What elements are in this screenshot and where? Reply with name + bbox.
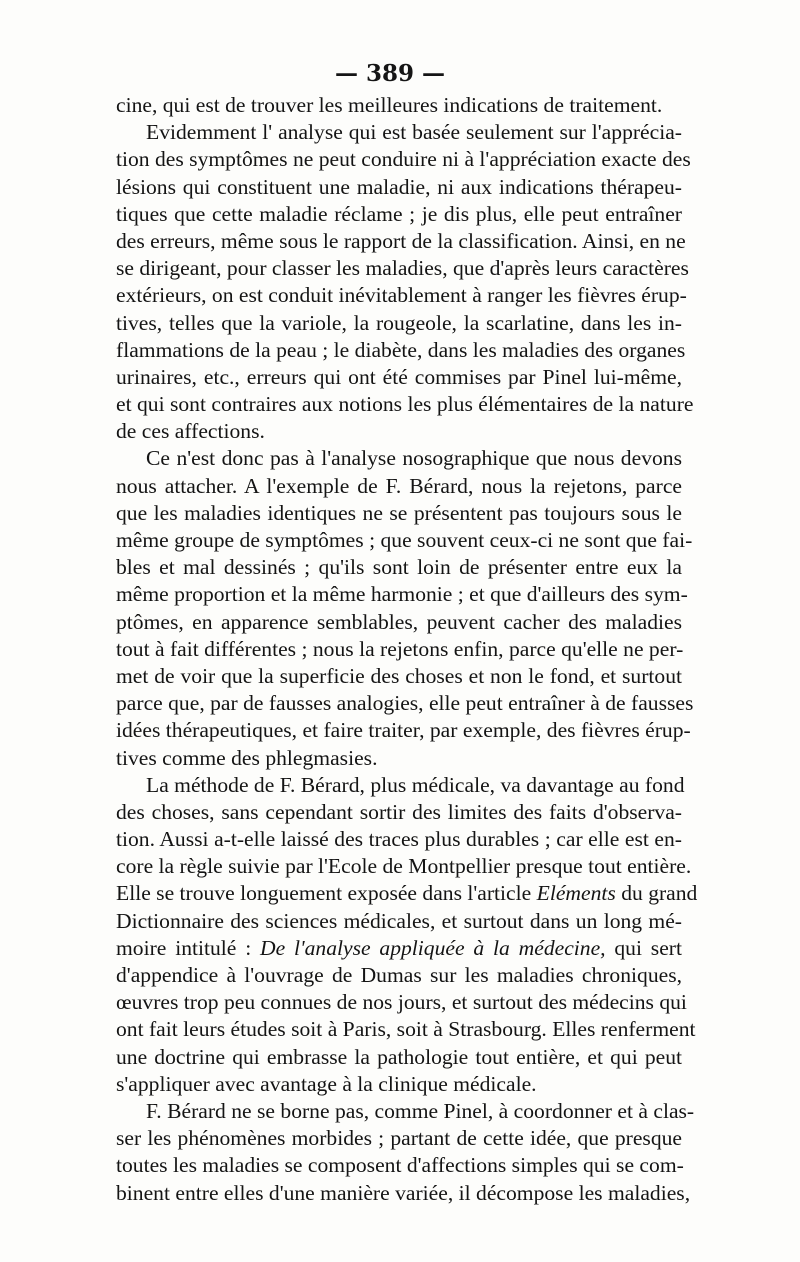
italic-title: De l'analyse appliquée à la médecine, [260,935,606,960]
text-line [116,989,687,1016]
text-line [116,473,682,500]
text-line [116,310,682,337]
text-line-content: urinaires, etc., erreurs qui ont été commises par Pinel lui-même, [116,364,682,389]
text-line [116,799,682,826]
text-line-content: F. Bérard ne se borne pas, comme Pinel, à coordonner et à clas- [146,1098,695,1123]
text-line-content: binent entre elles d'une manière variée, il décompose les maladies, [116,1180,691,1205]
text-line [116,880,698,907]
text-line-content: une doctrine qui embrasse la pathologie tout entière, et qui peut [116,1044,682,1069]
text-line-content: Evidemment l' analyse qui est basée seulement sur l'apprécia- [146,120,682,145]
text-line-content: Ce n'est donc pas à l'analyse nosographique que nous devons [146,446,682,471]
text-line [116,282,687,309]
text-line-content: des erreurs, même sous le rapport de la classification. Ainsi, en ne [116,228,686,253]
text-line [116,690,694,717]
body-text [116,92,698,1207]
text-line-tail: du grand [615,881,698,906]
text-line [116,717,691,744]
text-line-content: nous attacher. A l'exemple de F. Bérard, nous la rejetons, parce [116,473,682,498]
text-line [116,364,682,391]
text-line [116,663,682,690]
text-line [116,174,682,201]
text-line-content: se dirigeant, pour classer les maladies, que d'après leurs caractères [116,256,689,281]
text-line-content: œuvres trop peu connues de nos jours, et surtout des médecins qui [116,990,687,1015]
text-line [116,445,682,472]
text-line [116,119,682,146]
text-line [116,255,689,282]
text-line-content: Dictionnaire des sciences médicales, et surtout dans un long mé- [116,908,682,933]
text-line-content: que les maladies identiques ne se présentent pas toujours sous le [116,500,682,525]
text-line-content: moire intitulé : [116,935,261,960]
text-line-content: tives, telles que la variole, la rougeole, la scarlatine, dans les in- [116,310,682,335]
text-line [116,581,688,608]
text-line [116,201,682,228]
text-line [116,772,685,799]
text-line [116,962,682,989]
text-line [116,636,682,663]
text-line [116,92,682,119]
text-line-content: bles et mal dessinés ; qu'ils sont loin de présenter entre eux la [116,555,682,580]
text-line-content: flammations de la peau ; le diabète, dans les maladies des organes [116,337,686,362]
text-line [116,146,691,173]
text-line [116,1071,682,1098]
text-line [116,418,682,445]
text-line-content: d'appendice à l'ouvrage de Dumas sur les maladies chroniques, [116,963,682,987]
text-line [116,1152,682,1179]
text-line [116,1180,691,1207]
text-line [116,1016,696,1043]
text-line-tail: qui sert [605,935,682,960]
italic-title: Eléments [531,881,616,906]
text-line [116,745,682,772]
text-line [116,500,682,527]
text-line [116,527,693,554]
text-line [116,826,682,853]
text-line-content: tion des symptômes ne peut conduire ni à l'appréciation exacte des [116,147,691,172]
text-line-content: idées thérapeutiques, et faire traiter, par exemple, des fièvres érup- [116,718,691,743]
text-line-content: cine, qui est de trouver les meilleures indications de traitement. [116,93,663,117]
text-line-content: core la règle suivie par l'Ecole de Montpellier presque tout entière. [116,854,692,879]
text-line [116,1125,682,1152]
text-line [116,1098,695,1125]
text-line-content: même groupe de symptômes ; que souvent ceux-ci ne sont que fai- [116,528,693,552]
text-line-content: met de voir que la superficie des choses et non le fond, et surtout [116,663,682,688]
text-line-content: parce que, par de fausses analogies, elle peut entraîner à de fausses [116,691,694,716]
text-line [116,853,692,880]
text-line-content: ptômes, en apparence semblables, peuvent cacher des maladies [116,609,682,634]
text-line-content: Elle se trouve longuement exposée dans l'article [116,881,532,906]
text-line-content: des choses, sans cependant sortir des limites des faits d'observa- [116,799,682,824]
text-line [116,609,682,636]
text-line-content: tiques que cette maladie réclame ; je dis plus, elle peut entraîner [116,201,682,226]
text-line [116,908,682,935]
text-line-content: tout à fait différentes ; nous la rejetons enfin, parce qu'elle ne per- [116,636,684,661]
text-line [116,935,682,962]
text-line-content: et qui sont contraires aux notions les plus élémentaires de la nature [116,392,694,417]
text-line-content: lésions qui constituent une maladie, ni aux indications thérapeu- [116,174,682,199]
text-line-content: même proportion et la même harmonie ; et que d'ailleurs des sym- [116,582,688,607]
text-line-content: La méthode de F. Bérard, plus médicale, va davantage au fond [146,772,685,797]
text-line-content: tion. Aussi a-t-elle laissé des traces plus durables ; car elle est en- [116,827,682,852]
page-number: — 389 — [334,60,446,87]
text-line-content: toutes les maladies se composent d'affections simples qui se com- [116,1153,684,1178]
text-line-content: ser les phénomènes morbides ; partant de cette idée, que presque [116,1126,682,1151]
text-line-content: ont fait leurs études soit à Paris, soit à Strasbourg. Elles renferment [116,1017,696,1042]
text-line [116,554,682,581]
text-line-content: s'appliquer avec avantage à la clinique médicale. [116,1071,537,1096]
text-line-content: tives comme des phlegmasies. [116,745,378,770]
text-line [116,1044,682,1071]
text-line [116,391,694,418]
text-line-content: de ces affections. [116,419,265,444]
text-line-content: extérieurs, on est conduit inévitablement à ranger les fièvres érup- [116,283,687,308]
text-line [116,337,686,364]
text-line [116,228,686,255]
